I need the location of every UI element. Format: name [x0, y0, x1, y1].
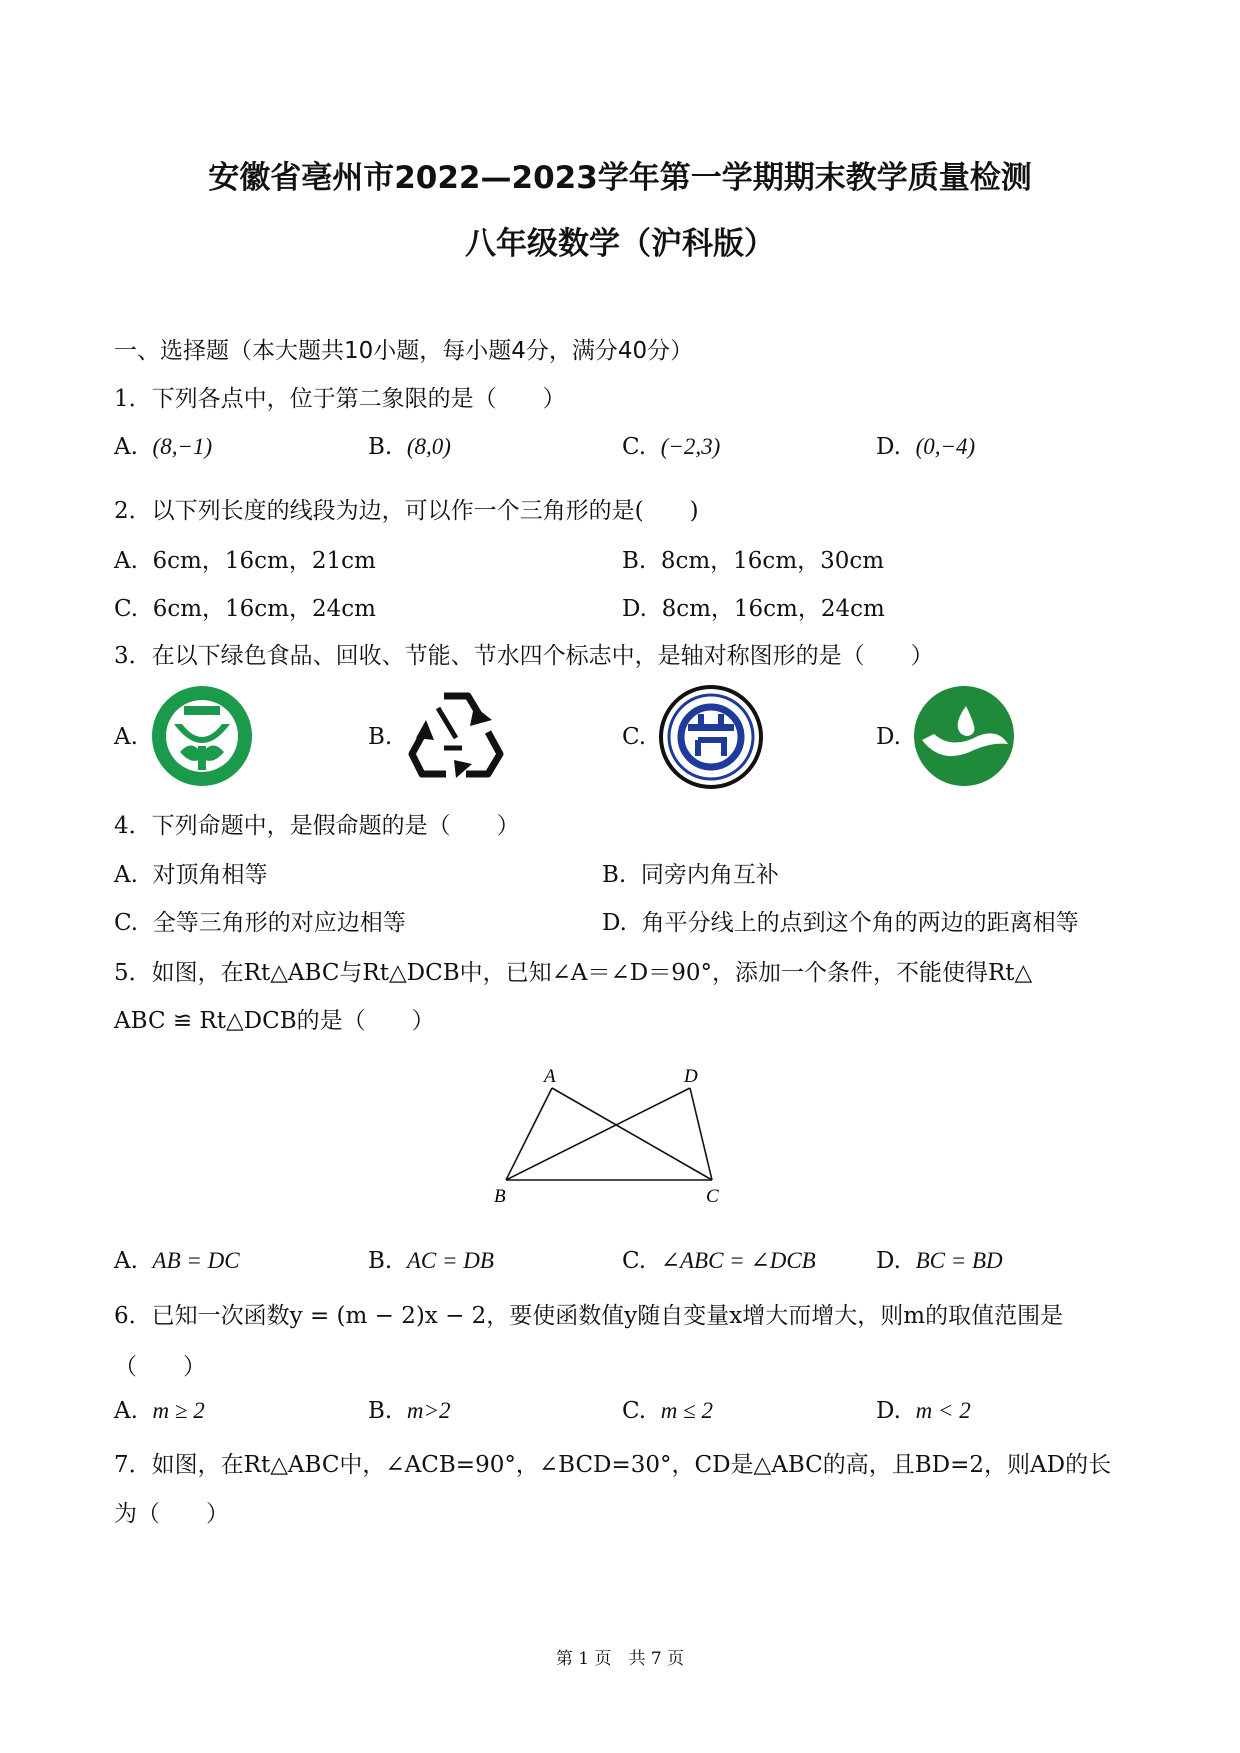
option-label: D. — [876, 1248, 901, 1274]
option-label: B. — [602, 862, 627, 888]
q2-option-b — [622, 542, 884, 575]
q1-option-c — [622, 434, 720, 460]
option-text: ∠ABC = ∠DCB — [660, 1248, 816, 1273]
option-text: 6cm，16cm，24cm — [152, 596, 376, 622]
q5-option-a — [114, 1248, 240, 1274]
q6-option-b — [368, 1398, 450, 1424]
energy-saving-logo-icon — [658, 684, 764, 790]
option-text: (8,0) — [406, 434, 451, 459]
option-text: m ≥ 2 — [152, 1398, 205, 1423]
option-label: A. — [114, 548, 138, 574]
option-text: AC = DB — [406, 1248, 494, 1273]
q5-figure — [484, 1062, 754, 1212]
q5-option-c — [622, 1248, 816, 1274]
q7-stem-line1: 7．如图，在Rt△ABC中，∠ACB=90°，∠BCD=30°，CD是△ABC的高，且BD=2，则AD的长 — [114, 1452, 1112, 1478]
option-label: D. — [602, 910, 627, 936]
option-label: A. — [114, 862, 138, 888]
option-label: B. — [622, 548, 647, 574]
point-label-d: D — [684, 1066, 698, 1087]
q5-option-b — [368, 1248, 494, 1274]
option-label: C. — [114, 910, 139, 936]
option-text: (8,−1) — [152, 434, 213, 459]
q7-stem-line2: 为（ ） — [114, 1501, 229, 1527]
page-subtitle: 八年级数学（沪科版） — [465, 226, 775, 262]
option-text: 6cm，16cm，21cm — [152, 548, 376, 574]
water-saving-logo-icon — [912, 684, 1016, 788]
recycle-logo-icon — [404, 686, 508, 786]
option-text: 角平分线上的点到这个角的两边的距离相等 — [641, 910, 1079, 936]
page-title: 安徽省亳州市2022—2023学年第一学期期末教学质量检测 — [208, 160, 1032, 196]
q2-option-c — [114, 590, 376, 623]
green-food-logo-icon — [150, 684, 254, 788]
q3-option-c-label: C. — [622, 724, 647, 750]
q5-stem-line1: 5．如图，在Rt△ABC与Rt△DCB中，已知∠A＝∠D＝90°，添加一个条件，不能使得Rt△ — [114, 960, 1033, 986]
option-text: 8cm，16cm，30cm — [660, 548, 885, 574]
option-label: C. — [622, 1398, 647, 1424]
option-text: m>2 — [406, 1398, 451, 1423]
q4-stem: 4．下列命题中，是假命题的是（ ） — [114, 813, 520, 839]
option-text: 全等三角形的对应边相等 — [152, 910, 406, 936]
option-text: 同旁内角互补 — [640, 862, 779, 888]
q3-option-d-label: D. — [876, 724, 901, 750]
option-label: D. — [876, 434, 901, 460]
option-label: A. — [114, 434, 138, 460]
point-label-a: A — [544, 1066, 556, 1087]
option-text: 对顶角相等 — [152, 862, 268, 888]
q3-option-b-label: B. — [368, 724, 393, 750]
q3-stem: 3．在以下绿色食品、回收、节能、节水四个标志中，是轴对称图形的是（ ） — [114, 643, 934, 669]
point-label-c: C — [706, 1186, 719, 1207]
option-text: BC = BD — [915, 1248, 1003, 1273]
option-label: A. — [114, 1248, 138, 1274]
option-label: D. — [876, 1398, 901, 1424]
option-label: C. — [114, 596, 139, 622]
option-text: AB = DC — [152, 1248, 240, 1273]
q2-stem: 2．以下列长度的线段为边，可以作一个三角形的是( ) — [114, 498, 699, 524]
q1-option-d — [876, 434, 975, 460]
option-label: A. — [114, 1398, 138, 1424]
section-heading: 一、选择题（本大题共10小题，每小题4分，满分40分） — [114, 338, 694, 364]
point-label-b: B — [494, 1186, 506, 1207]
option-label: C. — [622, 434, 647, 460]
q6-option-a — [114, 1398, 205, 1424]
option-label: B. — [368, 1248, 393, 1274]
q4-option-c — [114, 904, 406, 937]
option-text: 8cm，16cm，24cm — [661, 596, 885, 622]
option-label: C. — [622, 1248, 647, 1274]
q6-option-c — [622, 1398, 713, 1424]
q1-option-a — [114, 434, 212, 460]
option-label: D. — [622, 596, 647, 622]
q6-stem-line2: （ ） — [114, 1354, 206, 1380]
page-number: 第 1 页 共 7 页 — [555, 1649, 685, 1669]
option-text: (−2,3) — [660, 434, 721, 459]
q5-stem-line2: ABC ≌ Rt△DCB的是（ ） — [114, 1008, 435, 1034]
q4-option-b — [602, 856, 779, 889]
q3-option-a-label: A. — [114, 724, 138, 750]
q1-stem: 1．下列各点中，位于第二象限的是（ ） — [114, 386, 566, 412]
option-label: B. — [368, 1398, 393, 1424]
q5-option-d — [876, 1248, 1003, 1274]
option-label: B. — [368, 434, 393, 460]
q2-option-d — [622, 590, 885, 623]
option-text: m < 2 — [915, 1398, 971, 1423]
q6-option-d — [876, 1398, 971, 1424]
q2-option-a — [114, 542, 376, 575]
q4-option-d — [602, 904, 1079, 937]
option-text: (0,−4) — [915, 434, 976, 459]
q6-stem-line1: 6．已知一次函数y = (m − 2)x − 2，要使函数值y随自变量x增大而增大，则m的取值范围是 — [114, 1303, 1064, 1329]
option-text: m ≤ 2 — [660, 1398, 713, 1423]
q1-option-b — [368, 434, 451, 460]
q4-option-a — [114, 856, 268, 889]
